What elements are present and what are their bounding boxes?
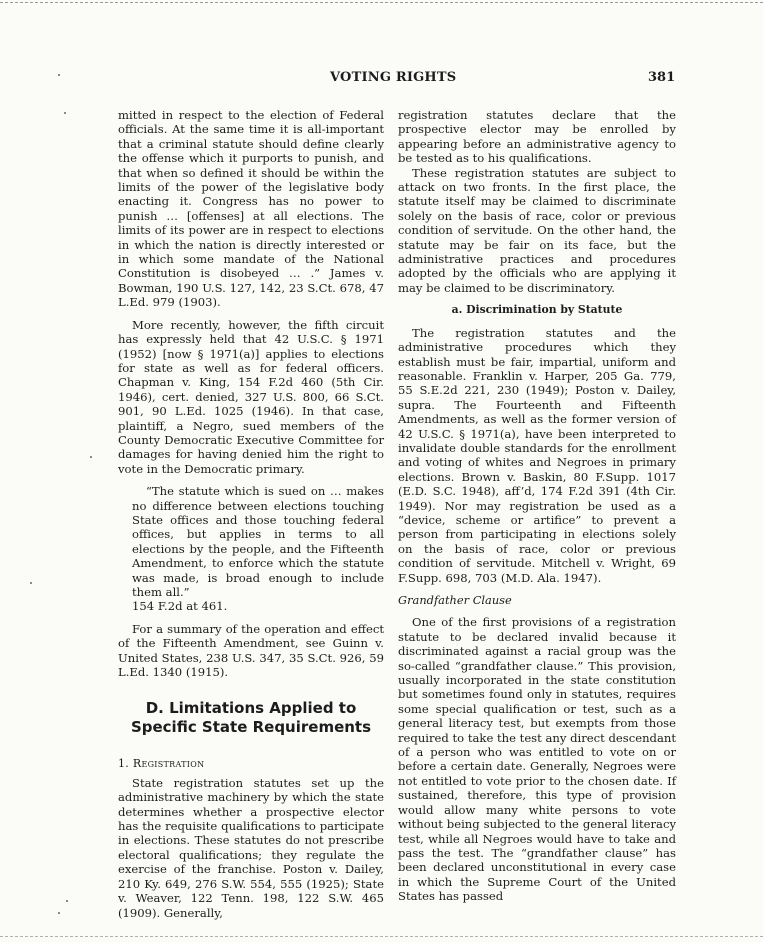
subsection-label: 1. Registration [118,757,205,771]
scan-edge-bottom [0,936,763,937]
sub-heading: a. Discrimination by Statute [451,303,623,317]
section-heading-line: Specific State Requirements [130,718,372,737]
running-head: VOTING RIGHTS [330,70,457,85]
quote-citation: 154 F.2d at 461. [132,599,228,614]
scan-speck [90,456,92,458]
right-column [398,108,676,904]
paragraph: mitted in respect to the election of Federal officials. At the same time it is all-important that a criminal statute should define clearly the offense which it purports to punish, and that when so defined it should be within the limits of the power of the legislative body enacting it. Congress has no power to punish … [offenses] at all elections. The limits of its power are in respect to elections in which the nation is directly interested or in which some mandate of the National Constitution is disobeyed … .” James v. Bowman, 190 U.S. 127, 142, 23 S.Ct. 678, 47 L.Ed. 979 (1903). [118,108,384,310]
paragraph: registration statutes declare that the prospective elector may be enrolled by appearing before an administrative agency to be tested as to his qualifications. [398,108,676,166]
scan-speck [58,74,60,76]
paragraph: State registration statutes set up the administrative machinery by which the state determines whether a prospective elector has the requisite qualifications to participate in elections. These statutes do not prescribe electoral qualifications; they regulate the exercise of the franchise. Poston v. Dailey, 210 Ky. 649, 276 S.W. 554, 555 (1925); State v. Weaver, 122 Tenn. 198, 122 S.W. 465 (1909). Generally, [118,775,384,920]
section-heading [118,699,384,737]
paragraph: These registration statutes are subject to attack on two fronts. In the first place, the statute itself may be claimed to discriminate solely on the basis of race, color or previous condition of servitude. On the other hand, the statute may be fair on its face, but the administrative practices and procedures adopted by the officials who are applying it may be claimed to be discriminatory. [398,165,676,295]
paragraph: One of the first provisions of a registration statute to be declared invalid because it discriminated against a racial group was the so-called “grandfather clause.” This provision, usually incorporated in the state constitution but sometimes found only in statutes, requires some special qualification or test, such as a general literacy test, but exempts from those required to take the test any direct descendant of a person who was entitled to vote on or before a certain date. Generally, Negroes were not entitled to vote prior to the chosen date. If sustained, therefore, this type of provision would allow many white persons to vote without being subjected to the general literacy test, while all Negroes would have to take and pass the test. The “grandfather clause” has been declared unconstitutional in every case in which the Supreme Court of the United States has passed [398,615,676,904]
scan-speck [66,900,68,902]
section-heading-line: D. Limitations Applied to [145,699,357,718]
paragraph: The registration statutes and the administrative procedures which they establish must be fair, impartial, uniform and reasonable. Franklin v. Harper, 205 Ga. 779, 55 S.E.2d 221, 230 (1949); Poston v. Dailey, supra. The Fourteenth and Fifteenth Amendments, as well as the former version of 42 U.S.C. § 1971(a), have been interpreted to invalidate double standards for the enrollment and voting of whites and Negroes in primary elections. Brown v. Baskin, 80 F.Supp. 1017 (E.D. S.C. 1948), aff’d, 174 F.2d 391 (4th Cir. 1949). Nor may registration be used as a “device, scheme or artifice” to prevent a person from participating in elections solely on the basis of race, color or previous condition of servitude. Mitchell v. Wright, 69 F.Supp. 698, 703 (M.D. Ala. 1947). [398,325,676,585]
paragraph: For a summary of the operation and effect of the Fifteenth Amendment, see Guinn v. United States, 238 U.S. 347, 35 S.Ct. 926, 59 L.Ed. 1340 (1915). [118,621,384,680]
page-number: 381 [648,70,676,85]
quote-text: “The statute which is sued on … makes no difference between elections touching State offices and those touching federal offices, but applies in terms to all elections by the people, and the Fifteenth Amendment, to enforce which the statute was made, is broad enough to include them all.” [132,484,384,599]
scan-speck [30,582,32,584]
scan-speck [64,112,66,114]
scan-speck [58,912,60,914]
italic-heading: Grandfather Clause [398,593,512,607]
block-quote [132,484,384,614]
scan-edge-top [0,2,763,3]
paragraph: More recently, however, the fifth circuit has expressly held that 42 U.S.C. § 1971 (1952) [now § 1971(a)] applies to elections for state as well as for federal officers. Chapman v. King, 154 F.2d 460 (5th Cir. 1946), cert. denied, 327 U.S. 800, 66 S.Ct. 901, 90 L.Ed. 1025 (1946). In that case, plaintiff, a Negro, sued members of the County Democratic Executive Committee for damages for having denied him the right to vote in the Democratic primary. [118,317,384,476]
left-column [118,108,384,920]
